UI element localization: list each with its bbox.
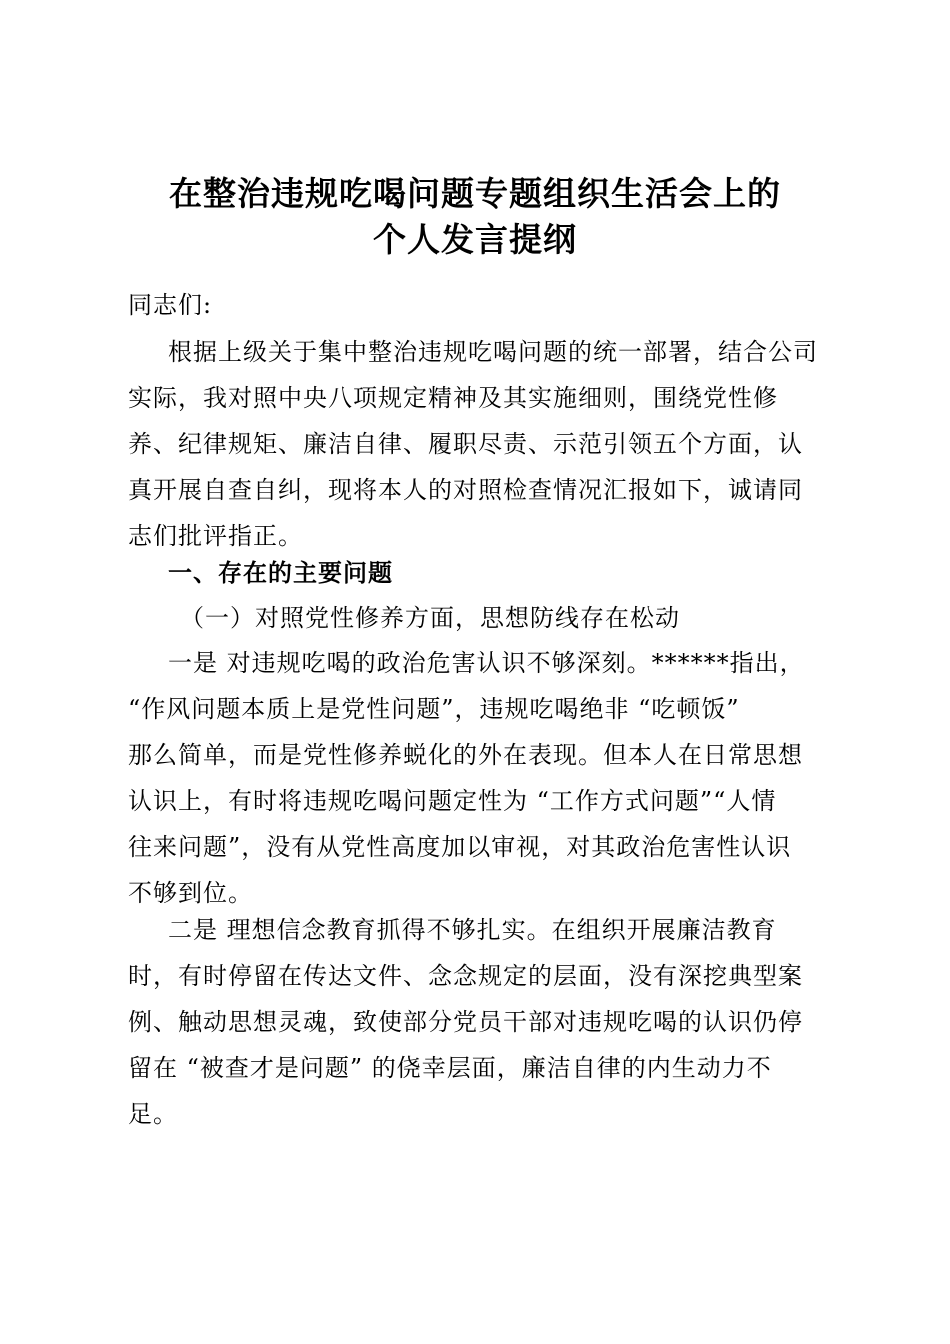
section-heading: 一、存在的主要问题 xyxy=(168,559,393,587)
intro-line: 实际，我对照中央八项规定精神及其实施细则，围绕党性修 xyxy=(128,384,778,412)
intro-line: 志们批评指正。 xyxy=(128,522,303,550)
intro-line: 真开展自查自纠，现将本人的对照检查情况汇报如下，诚请同 xyxy=(128,476,803,504)
intro-paragraph xyxy=(128,329,828,559)
point-line: 那么简单，而是党性修养蜕化的外在表现。但本人在日常思想 xyxy=(128,741,803,769)
point-line: 一是 对违规吃喝的政治危害认识不够深刻。******指出， xyxy=(168,649,805,677)
document-title-line-2: 个人发言提纲 xyxy=(373,220,577,259)
salutation: 同志们: xyxy=(128,291,213,319)
intro-line: 养、纪律规矩、廉洁自律、履职尽责、示范引领五个方面，认 xyxy=(128,430,803,458)
point-line: 留在 “被查才是问题” 的侥幸层面，廉洁自律的内生动力不 xyxy=(128,1054,772,1082)
intro-line: 根据上级关于集中整治违规吃喝问题的统一部署，结合公司 xyxy=(168,338,818,366)
subsection-heading: （一）对照党性修养方面，思想防线存在松动 xyxy=(180,604,680,632)
point-line: “作风问题本质上是党性问题”，违规吃喝绝非 “吃顿饭” xyxy=(128,695,740,723)
point-line: 二是 理想信念教育抓得不够扎实。在组织开展廉洁教育 xyxy=(168,916,777,944)
document-title-line-1: 在整治违规吃喝问题专题组织生活会上的 xyxy=(169,174,781,213)
point-line: 认识上，有时将违规吃喝问题定性为 “工作方式问题”“人情 xyxy=(128,787,777,815)
point-line: 例、触动思想灵魂，致使部分党员干部对违规吃喝的认识仍停 xyxy=(128,1008,803,1036)
point-line: 不够到位。 xyxy=(128,879,253,907)
point-two-paragraph xyxy=(128,907,828,1137)
point-one-paragraph xyxy=(128,640,828,916)
point-line: 往来问题”，没有从党性高度加以审视，对其政治危害性认识 xyxy=(128,833,792,861)
point-line: 足。 xyxy=(128,1100,178,1128)
point-line: 时，有时停留在传达文件、念念规定的层面，没有深挖典型案 xyxy=(128,962,803,990)
